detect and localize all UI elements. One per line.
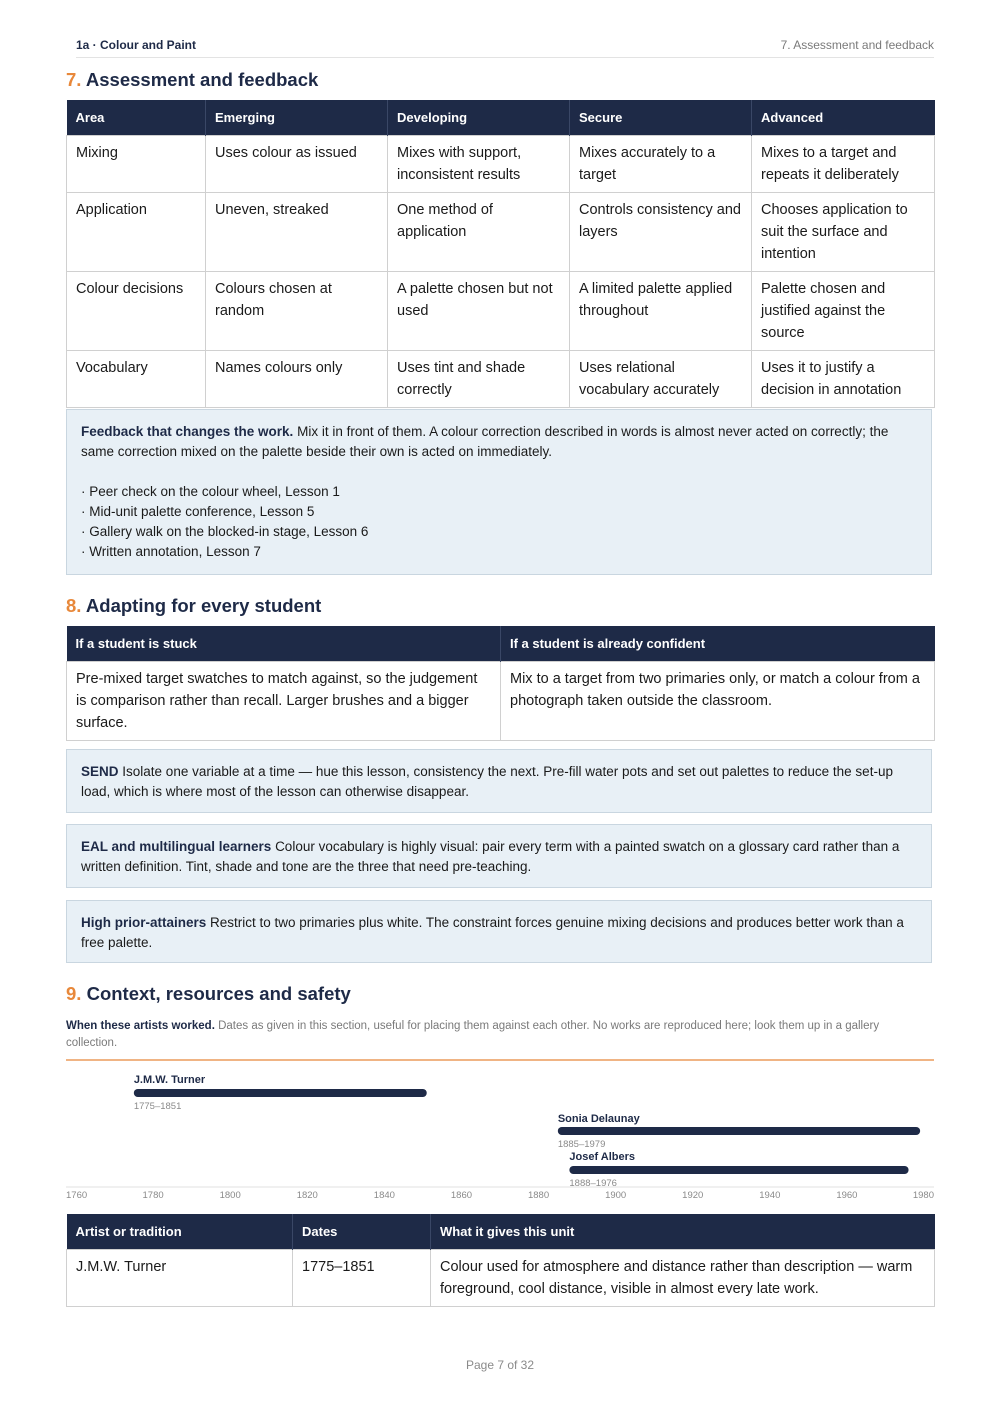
section-7-heading bbox=[66, 69, 318, 91]
section-8-heading bbox=[66, 595, 321, 617]
feedback-paragraph bbox=[81, 422, 917, 462]
table-row bbox=[67, 1250, 935, 1307]
list-item: · Mid-unit palette conference, Lesson 5 bbox=[81, 504, 315, 519]
table-cell: A limited palette applied throughout bbox=[570, 272, 752, 351]
column-header: Secure bbox=[570, 100, 752, 136]
section-number: 7. bbox=[66, 69, 82, 90]
axis-tick-label: 1980 bbox=[912, 1190, 934, 1201]
table-cell: Names colours only bbox=[206, 351, 388, 408]
table-cell: Mixing bbox=[67, 136, 206, 193]
timeline-intro bbox=[66, 1018, 926, 1052]
artist-name-label: J.M.W. Turner bbox=[133, 1074, 206, 1086]
page-number: Page 7 of 32 bbox=[465, 1358, 535, 1372]
feedback-lead: Feedback that changes the work. bbox=[81, 424, 294, 439]
column-header: If a student is stuck bbox=[67, 626, 501, 662]
table-row bbox=[67, 272, 935, 351]
send-lead: SEND bbox=[81, 764, 119, 779]
section-title: Adapting for every student bbox=[85, 595, 322, 616]
axis-tick-label: 1820 bbox=[296, 1190, 318, 1201]
axis-tick-label: 1880 bbox=[527, 1190, 550, 1201]
axis-tick-label: 1960 bbox=[836, 1190, 858, 1201]
column-header: Developing bbox=[388, 100, 570, 136]
axis-tick-label: 1800 bbox=[219, 1190, 241, 1201]
running-head bbox=[76, 38, 934, 58]
table-cell: Mix to a target from two primaries only, or match a colour from a photograph taken outside the classroom. bbox=[501, 662, 935, 741]
column-header: Dates bbox=[293, 1214, 431, 1250]
context-table bbox=[66, 1214, 935, 1307]
list-item: · Written annotation, Lesson 7 bbox=[81, 544, 261, 559]
table-row bbox=[67, 662, 935, 741]
artist-dates-label: 1888–1976 bbox=[569, 1178, 617, 1189]
column-header: If a student is already confident bbox=[501, 626, 935, 662]
table-row bbox=[67, 193, 935, 272]
send-text: Isolate one variable at a time — hue this lesson, consistency the next. Pre-fill water pots and set out palettes to reduce the set-up load, which is where most of the lesson can otherwise disappear. bbox=[81, 764, 893, 799]
axis-tick-label: 1760 bbox=[66, 1190, 88, 1201]
artist-name-label: Sonia Delaunay bbox=[557, 1113, 640, 1125]
table-cell: Chooses application to suit the surface and intention bbox=[752, 193, 935, 272]
axis-tick-label: 1860 bbox=[450, 1190, 473, 1201]
table-cell: Mixes with support, inconsistent results bbox=[388, 136, 570, 193]
intro-lead: When these artists worked. bbox=[66, 1020, 215, 1032]
table-cell: One method of application bbox=[388, 193, 570, 272]
section-title: Context, resources and safety bbox=[86, 983, 351, 1004]
table-cell: J.M.W. Turner bbox=[67, 1250, 293, 1307]
axis-tick-label: 1780 bbox=[142, 1190, 164, 1201]
table-cell: Uses colour as issued bbox=[206, 136, 388, 193]
table-cell: Mixes accurately to a target bbox=[570, 136, 752, 193]
table-cell: Palette chosen and justified against the source bbox=[752, 272, 935, 351]
running-head-unit: 1a · Colour and Paint bbox=[76, 38, 197, 52]
table-cell: 1775–1851 bbox=[293, 1250, 431, 1307]
adapting-table bbox=[66, 626, 935, 741]
feedback-list bbox=[81, 482, 917, 562]
axis-tick-label: 1920 bbox=[682, 1190, 704, 1201]
column-header: Advanced bbox=[752, 100, 935, 136]
table-cell: Uneven, streaked bbox=[206, 193, 388, 272]
table-cell: A palette chosen but not used bbox=[388, 272, 570, 351]
table-cell: Application bbox=[67, 193, 206, 272]
artist-lifespan-bar bbox=[569, 1166, 908, 1174]
table-cell: Colour decisions bbox=[67, 272, 206, 351]
artist-lifespan-bar bbox=[134, 1089, 427, 1097]
feedback-text: Mix it in front of them. A colour correction described in words is almost never acted on correctly; the same correction mixed on the palette beside their own is acted on immediately. bbox=[81, 424, 889, 459]
table-cell: Uses tint and shade correctly bbox=[388, 351, 570, 408]
running-head-section: 7. Assessment and feedback bbox=[780, 38, 934, 52]
axis-tick-label: 1840 bbox=[373, 1190, 395, 1201]
column-header: Area bbox=[67, 100, 206, 136]
list-item: · Gallery walk on the blocked-in stage, Lesson 6 bbox=[81, 524, 369, 539]
table-header-row bbox=[67, 100, 935, 136]
section-title: Assessment and feedback bbox=[85, 69, 319, 90]
section-number: 8. bbox=[66, 595, 82, 616]
artist-timeline-chart bbox=[66, 1059, 934, 1205]
axis-tick-label: 1940 bbox=[759, 1190, 781, 1201]
table-cell: Uses relational vocabulary accurately bbox=[570, 351, 752, 408]
list-item: · Peer check on the colour wheel, Lesson 1 bbox=[81, 484, 340, 499]
feedback-callout bbox=[66, 409, 932, 575]
eal-callout bbox=[66, 824, 932, 888]
table-cell: Colours chosen at random bbox=[206, 272, 388, 351]
column-header: What it gives this unit bbox=[431, 1214, 935, 1250]
hpa-lead: High prior-attainers bbox=[81, 915, 207, 930]
table-header-row bbox=[67, 626, 935, 662]
table-cell: Uses it to justify a decision in annotation bbox=[752, 351, 935, 408]
eal-lead: EAL and multilingual learners bbox=[81, 839, 272, 854]
hpa-text: Restrict to two primaries plus white. The constraint forces genuine mixing decisions and produces better work than a free palette. bbox=[81, 915, 904, 950]
column-header: Emerging bbox=[206, 100, 388, 136]
table-row bbox=[67, 351, 935, 408]
artist-name-label: Josef Albers bbox=[569, 1151, 636, 1163]
table-cell: Pre-mixed target swatches to match against, so the judgement is comparison rather than recall. Larger brushes and a bigger surface. bbox=[67, 662, 501, 741]
artist-dates-label: 1775–1851 bbox=[133, 1101, 182, 1112]
table-header-row bbox=[67, 1214, 935, 1250]
table-cell: Colour used for atmosphere and distance rather than description — warm foreground, cool distance, visible in almost every late work. bbox=[431, 1250, 935, 1307]
artist-dates-label: 1885–1979 bbox=[557, 1139, 606, 1150]
table-cell: Controls consistency and layers bbox=[570, 193, 752, 272]
eal-text: Colour vocabulary is highly visual: pair every term with a painted swatch on a glossary card rather than a written definition. Tint, shade and tone are the three that need pre-teaching. bbox=[81, 839, 900, 874]
table-row bbox=[67, 136, 935, 193]
axis-tick-label: 1900 bbox=[605, 1190, 627, 1201]
column-header: Artist or tradition bbox=[67, 1214, 293, 1250]
artist-lifespan-bar bbox=[558, 1127, 920, 1135]
assessment-table bbox=[66, 100, 935, 408]
section-9-heading bbox=[66, 983, 351, 1005]
send-callout bbox=[66, 749, 932, 813]
table-cell: Mixes to a target and repeats it deliberately bbox=[752, 136, 935, 193]
section-number: 9. bbox=[66, 983, 82, 1004]
table-cell: Vocabulary bbox=[67, 351, 206, 408]
intro-text: Dates as given in this section, useful for placing them against each other. No works are reproduced here; look them up in a gallery collection. bbox=[66, 1020, 880, 1049]
high-prior-attainers-callout bbox=[66, 900, 932, 963]
